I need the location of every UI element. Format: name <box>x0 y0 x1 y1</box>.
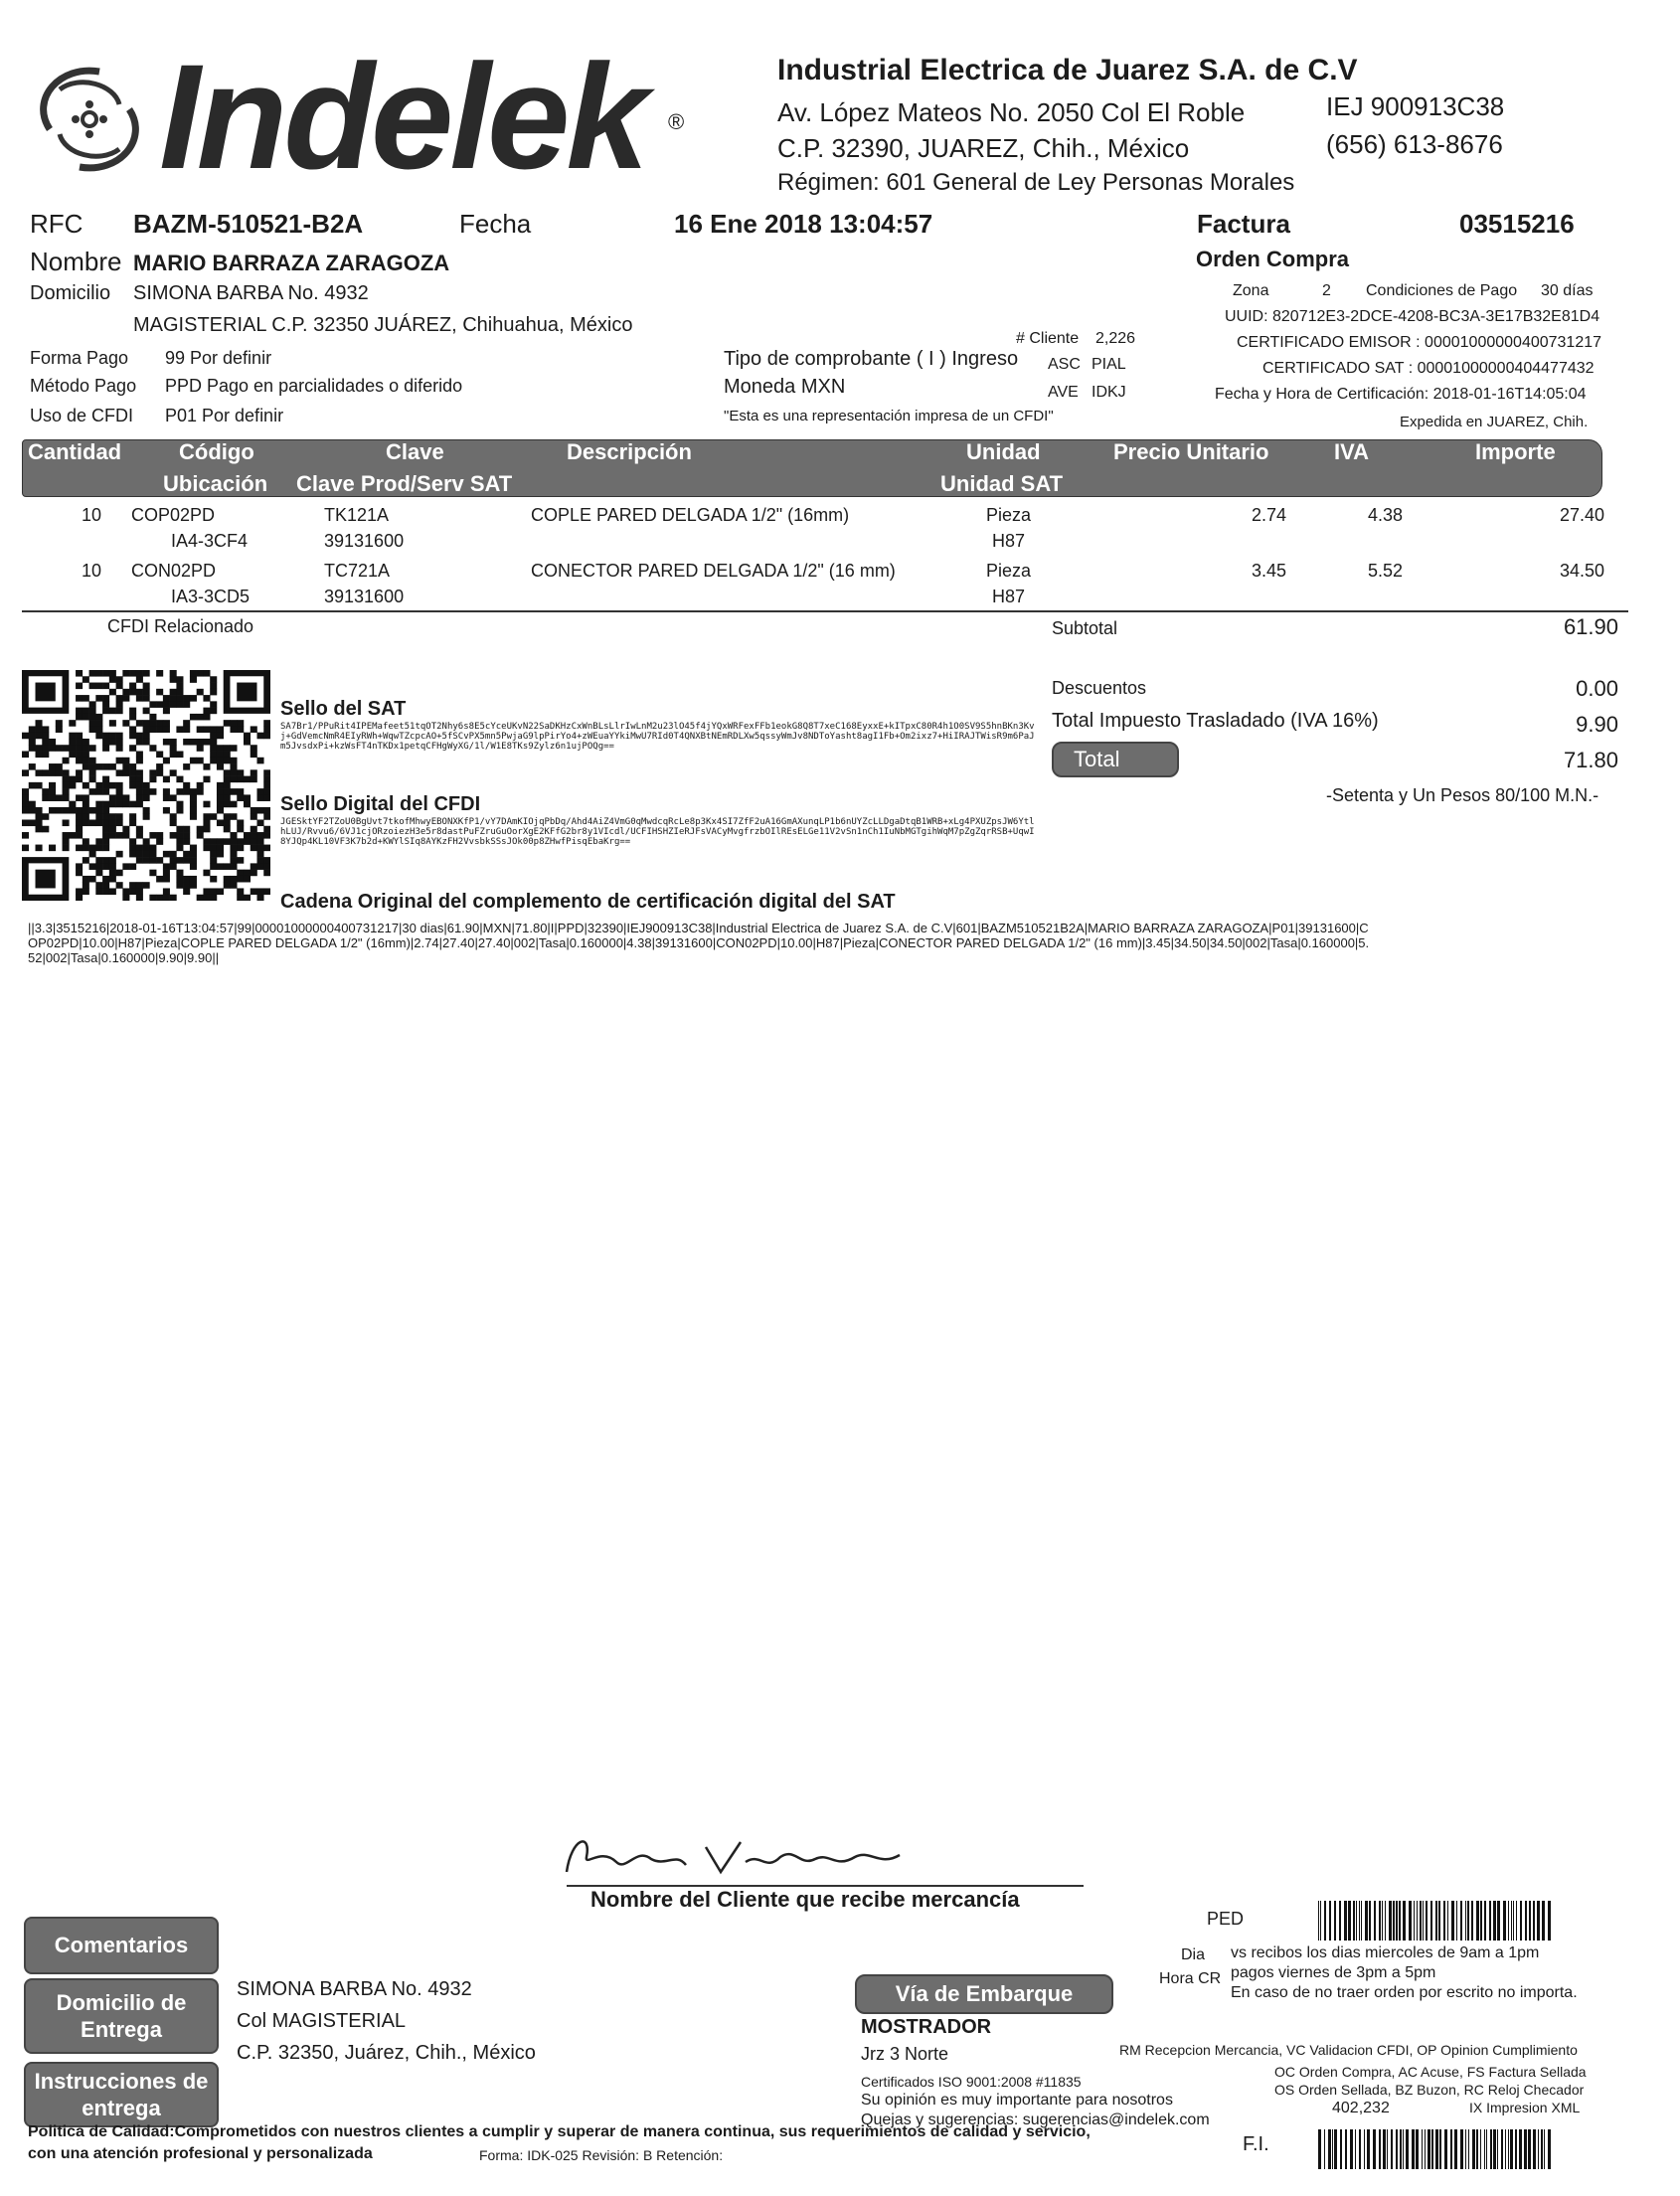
descuentos-label: Descuentos <box>1052 678 1147 698</box>
row-precio: 2.74 <box>1251 505 1286 525</box>
representacion-impresa: "Esta es una representación impresa de un CFDI" <box>724 408 1054 424</box>
col-iva: IVA <box>1334 439 1370 464</box>
customer-address1: SIMONA BARBA No. 4932 <box>133 282 369 304</box>
ped-label: PED <box>1207 1909 1245 1929</box>
uso-cfdi-value: P01 Por definir <box>165 406 284 425</box>
col-unidad: Unidad <box>966 439 1041 464</box>
total-label-box <box>1052 742 1179 777</box>
comentarios-label: Comentarios <box>54 1933 189 1957</box>
invoice-date: 16 Ene 2018 13:04:57 <box>674 209 933 239</box>
recibos-line1: vs recibos los dias miercoles de 9am a 1pm <box>1231 1944 1540 1961</box>
certificados-iso: Certificados ISO 9001:2008 #11835 <box>861 2074 1082 2090</box>
rfc-label: RFC <box>30 209 84 239</box>
fecha-certificacion: Fecha y Hora de Certificación: 2018-01-16T14:05:04 <box>1215 386 1587 403</box>
logo-text: Indelek <box>159 33 645 200</box>
cert-emisor: CERTIFICADO EMISOR : 00001000000400731217 <box>1237 334 1602 351</box>
col-descripcion: Descripción <box>567 439 692 464</box>
row-codigo: CON02PD <box>131 561 217 581</box>
factura-label: Factura <box>1197 209 1290 239</box>
col-unidad-sat: Unidad SAT <box>940 471 1064 496</box>
domicilio-entrega-button <box>24 1978 219 2054</box>
col-importe: Importe <box>1475 439 1556 464</box>
cliente-label: # Cliente <box>1016 330 1080 347</box>
politica-label: Politica de Calidad: <box>28 2123 175 2140</box>
customer-name: MARIO BARRAZA ZARAGOZA <box>133 251 450 275</box>
via-embarque-label: Vía de Embarque <box>895 1981 1074 2006</box>
uso-cfdi-label: Uso de CFDI <box>30 406 134 425</box>
domicilio-entrega-label: Domicilio de Entrega <box>56 1990 187 2042</box>
row-unidad-sat: H87 <box>992 531 1026 551</box>
entrega-line1: SIMONA BARBA No. 4932 <box>237 1978 472 2000</box>
nombre-label: Nombre <box>30 247 122 276</box>
cfdi-relacionado: CFDI Relacionado <box>107 616 254 636</box>
entrega-line3: C.P. 32350, Juárez, Chih., México <box>237 2042 536 2064</box>
sello-sat-label: Sello del SAT <box>280 698 407 720</box>
metodo-pago-value: PPD Pago en parcialidades o diferido <box>165 376 463 396</box>
row-codigo: COP02PD <box>131 505 216 525</box>
col-clave-sat: Clave Prod/Serv SAT <box>296 471 513 496</box>
row-precio: 3.45 <box>1251 561 1286 581</box>
subtotal-value: 61.90 <box>1563 614 1618 639</box>
customer-rfc: BAZM-510521-B2A <box>133 209 364 239</box>
entrega-line2: Col MAGISTERIAL <box>237 2010 407 2032</box>
col-precio: Precio Unitario <box>1113 439 1269 464</box>
ave-value: IDKJ <box>1092 384 1126 401</box>
company-regimen: Régimen: 601 General de Ley Personas Morales <box>777 169 1295 196</box>
customer-address2: MAGISTERIAL C.P. 32350 JUÁREZ, Chihuahua, México <box>133 314 633 336</box>
row-clave: TK121A <box>324 505 390 525</box>
hora-cr-label: Hora CR <box>1159 1970 1222 1987</box>
row-clave-sat: 39131600 <box>324 531 405 551</box>
quejas-text: Quejas y sugerencias: sugerencias@indelek.com <box>861 2112 1210 2128</box>
impuesto-value: 9.90 <box>1576 712 1618 737</box>
cadena-original: ||3.3|3515216|2018-01-16T13:04:57|99|00001000000400731217|30 dias|61.90|MXN|71.80|I|PPD|32390|IEJ900913C38|Industrial Electrica de Juarez S.A. de C.V|601|BAZM510521B2A|MARIO BARRAZA ZARAGOZA|P01|39131600|COP02PD|10.00|H87|Pieza|COPLE PARED DELGADA 1/2" (16mm)|2.74|27.40|27.40|002|Tasa|0.160000|4.38|39131600|CON02PD|10.00|H87|Pieza|CONECTOR PARED DELGADA 1/2" (16 mm)|3.45|34.50|34.50|002|Tasa|0.160000|5.52|002|Tasa|0.160000|9.90|9.90|| <box>28 921 1370 965</box>
instrucciones-entrega-label: Instrucciones de entrega <box>34 2069 209 2120</box>
zona-value: 2 <box>1322 282 1331 299</box>
total-value: 71.80 <box>1563 748 1618 772</box>
company-address2: C.P. 32390, JUAREZ, Chih., México <box>777 133 1190 163</box>
barcode-top <box>1318 1901 1553 1941</box>
row-cantidad: 10 <box>82 505 102 525</box>
col-ubicacion: Ubicación <box>163 471 268 496</box>
col-clave: Clave <box>386 439 444 464</box>
instrucciones-entrega-button <box>24 2062 219 2127</box>
descuentos-value: 0.00 <box>1576 676 1618 701</box>
row-iva: 5.52 <box>1368 561 1404 581</box>
moneda: Moneda MXN <box>724 376 846 398</box>
domicilio-label: Domicilio <box>30 282 111 304</box>
row-descripcion: CONECTOR PARED DELGADA 1/2" (16 mm) <box>531 561 896 581</box>
row-unidad-sat: H87 <box>992 587 1026 606</box>
via-embarque-value: MOSTRADOR <box>861 2016 992 2038</box>
opinion-text: Su opinión es muy importante para nosotros <box>861 2092 1173 2109</box>
fecha-label: Fecha <box>459 209 532 239</box>
cert-sat: CERTIFICADO SAT : 00001000000404477432 <box>1262 360 1595 377</box>
company-name: Industrial Electrica de Juarez S.A. de C.V <box>777 54 1358 86</box>
leyenda-line3: OS Orden Sellada, BZ Buzon, RC Reloj Checador <box>1274 2082 1585 2098</box>
company-address1: Av. López Mateos No. 2050 Col El Roble <box>777 97 1246 127</box>
company-phone: (656) 613-8676 <box>1326 129 1503 159</box>
via-embarque-button <box>855 1974 1113 2014</box>
leyenda-line2: OC Orden Compra, AC Acuse, FS Factura Sellada <box>1274 2064 1587 2080</box>
row-clave: TC721A <box>324 561 391 581</box>
row-iva: 4.38 <box>1368 505 1404 525</box>
zona-label: Zona <box>1233 282 1269 299</box>
registered-mark: ® <box>668 109 685 134</box>
sucursal: Jrz 3 Norte <box>861 2044 949 2064</box>
col-codigo: Código <box>179 439 254 464</box>
uuid: UUID: 820712E3-2DCE-4208-BC3A-3E17B32E81D4 <box>1225 308 1600 325</box>
politica-text: Comprometidos con nuestros clientes a cumplir y superar de manera continua, sus requerimientos de calidad y servicio, <box>174 2123 1091 2140</box>
sello-cfdi-label: Sello Digital del CFDI <box>280 793 481 815</box>
row-unidad: Pieza <box>986 561 1032 581</box>
orden-compra-label: Orden Compra <box>1196 247 1350 271</box>
control-number: 402,232 <box>1332 2100 1390 2116</box>
forma-revision: Forma: IDK-025 Revisión: B Retención: <box>479 2147 724 2163</box>
impresion-xml: IX Impresion XML <box>1469 2100 1581 2115</box>
asc-label: ASC <box>1048 356 1081 373</box>
barcode-bottom <box>1318 2129 1553 2169</box>
row-clave-sat: 39131600 <box>324 587 405 606</box>
row-ubicacion: IA3-3CD5 <box>171 587 251 606</box>
row-importe: 34.50 <box>1559 561 1604 581</box>
sello-sat: SA7Br1/PPuRit4IPEMafeet51tqOT2Nhy6s8E5cYceUKvN22SaDKHzCxWnBLsLlrIwLnM2u23lO45f4jYQxWRFexFFb1eokG8Q8T7xeC168EyxxE+kITpxC80R4h1O0SV9S5hnBKn3Kvj+GdVemcNmR4EIyRWh+WqwTZcpcAO+5fSCvPX5mn5PwjaG9lpPirYo4+zWEuaYYkiMwU7RId0T4QNXBtNEmRDLXw5qssyWmJv8NDToYasht8agI1Fb+Om2ixz7+HiIRAJTWisR9m6PaJm5JvsdxPi+kzWsFT4nTKDx1petqCFHgWyXG/1l/W1E8TKs9Zylz6n1ujPOQg== <box>280 722 1035 752</box>
signature-label: Nombre del Cliente que recibe mercancía <box>590 1887 1020 1912</box>
comentarios-button <box>24 1917 219 1974</box>
condiciones-label: Condiciones de Pago <box>1366 282 1518 299</box>
cliente-number: 2,226 <box>1095 330 1136 347</box>
total-en-letra: -Setenta y Un Pesos 80/100 M.N.- <box>1326 785 1599 805</box>
fi-label: F.I. <box>1243 2133 1269 2155</box>
total-label: Total <box>1074 747 1120 771</box>
recibos-line2: pagos viernes de 3pm a 5pm <box>1231 1964 1436 1981</box>
recibos-line3: En caso de no traer orden por escrito no importa. <box>1231 1984 1578 2001</box>
subtotal-label: Subtotal <box>1052 618 1118 638</box>
dia-label: Dia <box>1181 1946 1206 1963</box>
ave-label: AVE <box>1048 384 1079 401</box>
impuesto-label: Total Impuesto Trasladado (IVA 16%) <box>1052 710 1379 732</box>
cadena-label: Cadena Original del complemento de certificación digital del SAT <box>280 891 896 913</box>
asc-value: PIAL <box>1092 356 1126 373</box>
leyenda-line1: RM Recepcion Mercancia, VC Validacion CFDI, OP Opinion Cumplimiento <box>1119 2042 1578 2058</box>
qr-code <box>22 670 270 901</box>
logo-swirl-icon <box>20 60 159 179</box>
politica-text2: con una atención profesional y personalizada <box>28 2145 373 2162</box>
row-descripcion: COPLE PARED DELGADA 1/2" (16mm) <box>531 505 850 525</box>
tipo-comprobante: Tipo de comprobante ( I ) Ingreso <box>724 348 1019 370</box>
politica-calidad <box>28 2123 1091 2141</box>
subtotal-rule <box>1561 610 1624 612</box>
row-ubicacion: IA4-3CF4 <box>171 531 249 551</box>
sello-cfdi: JGESktYF2TZoU0BgUvt7tkofMhwyEBONXKfP1/vY7DAmKIOjqPbDq/Ahd4AiZ4VmG0qMwdcqRcLe8p3Kx4SI7ZfF2uA16GmAXunqLP1b6nUYZcLLDgaDtqB1WRB+xLg4PXUZpsJW6YtlhLUJ/Rvvu6/6VJ1cjORzoiezH3e5r8dastPuFZruGuOorXgE2KFfG2br8y1VIcdl/UCFIHSHZIeRJFsVACyMvgfrzbOIlREsELGe11V2vSn1nCh1IuNbMGTgihWqM7pZgZqrRSB+UqwI8YJQp4KL10VF3K7b2d+KWYlSIq8AYKzFH2VvsbkSSsJOk00p8ZHwfPisqEbaKrg== <box>280 817 1035 847</box>
company-rfc: IEJ 900913C38 <box>1326 91 1505 121</box>
row-cantidad: 10 <box>82 561 102 581</box>
row-unidad: Pieza <box>986 505 1032 525</box>
expedida-en: Expedida en JUAREZ, Chih. <box>1400 414 1589 430</box>
col-cantidad: Cantidad <box>28 439 122 464</box>
company-logo <box>20 33 696 209</box>
forma-pago-label: Forma Pago <box>30 348 129 368</box>
row-importe: 27.40 <box>1559 505 1604 525</box>
table-bottom-rule <box>22 610 1628 612</box>
signature-image <box>557 1827 934 1887</box>
metodo-pago-label: Método Pago <box>30 376 137 396</box>
invoice-number: 03515216 <box>1459 209 1575 239</box>
forma-pago-value: 99 Por definir <box>165 348 272 368</box>
condiciones-value: 30 días <box>1541 282 1594 299</box>
